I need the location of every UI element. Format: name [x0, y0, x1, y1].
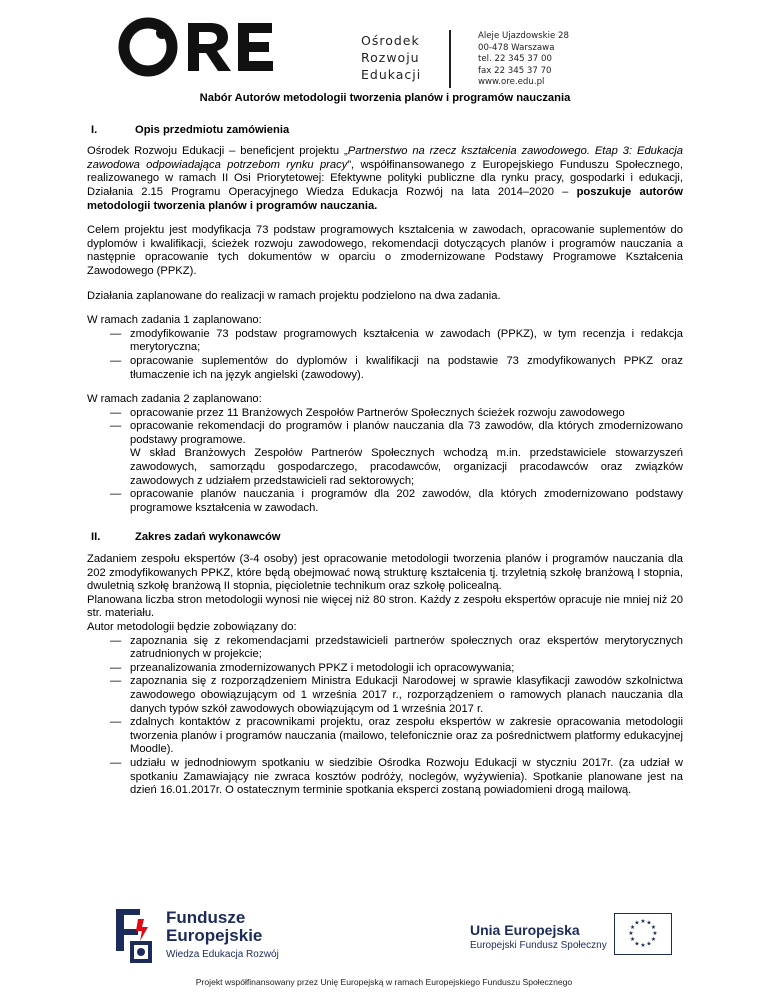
- svg-text:★: ★: [629, 936, 636, 943]
- section-1-paragraph-3: Działania zaplanowane do realizacji w ramach projektu podzielono na dwa zadania.: [87, 289, 501, 302]
- task-2-list: [87, 407, 683, 516]
- ore-logo: [118, 16, 350, 78]
- section-2-paragraph-3: Autor metodologii będzie zobowiązany do:: [87, 621, 297, 633]
- org-line-1: Ośrodek: [361, 33, 420, 48]
- eu-subtitle: Europejski Fundusz Społeczny: [470, 940, 607, 951]
- section-2-number: II.: [91, 531, 101, 544]
- section-2-paragraph-1: Zadaniem zespołu ekspertów (3-4 osoby) jest opracowanie metodologii tworzenia planów i programów nauczania dla 202 zmodyfikowanych PPKZ, które będą obejmować nową strukturę kształcenia tj. trzyletnią szkołę branżową I stopnia, dwuletnią szkołę branżową II stopnia, pięcioletnie technikum oraz szkołę policealną.: [87, 553, 683, 593]
- svg-text:★: ★: [646, 919, 652, 927]
- section-1-heading: [87, 124, 683, 138]
- address-www[interactable]: www.ore.edu.pl: [478, 77, 545, 88]
- svg-text:★: ★: [634, 919, 640, 927]
- fe-name-line-1: Fundusze: [166, 908, 246, 927]
- footer: [0, 907, 768, 994]
- fe-program-name: Wiedza Edukacja Rozwój: [166, 949, 279, 960]
- section-2-paragraph-2: Planowana liczba stron metodologii wynosi nie więcej niż 80 stron. Każdy z zespołu ekspertów opracuje nie mniej niż 20 str. materiału.: [87, 593, 683, 620]
- svg-text:★: ★: [640, 918, 646, 925]
- address-block: [478, 31, 569, 89]
- p1-text-b: ”, współfinansowanego z Europejskiego Funduszu Społecznego, realizowanego w ramach II Osi Priorytetowej: Efektywne polityki publiczne dla rynku pracy, gospodarki i edukacji, Działania 2.15 Programu Operacyjnego Wiedza Edukacja Rozwój na lata 2014–2020 –: [87, 158, 683, 198]
- header-divider: [449, 30, 451, 88]
- address-street: Aleje Ujazdowskie 28: [478, 31, 569, 41]
- list-item: — opracowanie przez 11 Branżowych Zespołów Partnerów Społecznych ścieżek rozwoju zawodowego: [87, 407, 683, 421]
- task-2-intro: W ramach zadania 2 zaplanowano:: [87, 393, 262, 406]
- fundusze-europejskie-logo: [112, 907, 160, 965]
- svg-text:★: ★: [650, 924, 657, 931]
- list-item: [87, 420, 683, 488]
- svg-text:★: ★: [629, 924, 636, 931]
- project-name: Partnerstwo na rzecz kształcenia zawodowego. Etap 3: Edukacja zawodowa odpowiadająca potrzebom rynku pracy: [87, 145, 684, 171]
- letterhead: [118, 16, 598, 88]
- task-1-list: [87, 328, 683, 382]
- svg-text:★: ★: [634, 940, 640, 948]
- fe-name-line-2: Europejskie: [166, 926, 263, 945]
- list-item: — przeanalizowania zmodernizowanych PPKZ i metodologii ich opracowywania;: [87, 662, 683, 676]
- section-1-paragraph-2: Celem projektu jest modyfikacja 73 podstaw programowych kształcenia w zawodach, opracowanie suplementów do dyplomów i kwalifikacji, ścieżek rozwoju zawodowego, rekomendacji dotyczących planów i programów nauczania a następnie opracowanie tych dokumentów w oparciu o zmodernizowane Podstawy Programowe Kształcenia Zawodowego (PPKZ).: [87, 224, 683, 277]
- address-tel: tel. 22 345 37 00: [478, 54, 552, 65]
- section-1-number: I.: [91, 123, 98, 136]
- cofinancing-note: Projekt współfinansowany przez Unię Europejską w ramach Europejskiego Funduszu Społecznego: [195, 977, 573, 987]
- section-1-title: Opis przedmiotu zamówienia: [135, 123, 290, 136]
- document-body: [87, 92, 683, 798]
- author-duties-list: [87, 635, 683, 798]
- address-city: 00-478 Warszawa: [478, 42, 555, 53]
- org-line-3: Edukacji: [361, 67, 422, 82]
- task-1-intro: W ramach zadania 1 zaplanowano:: [87, 314, 262, 327]
- section-2-heading: [87, 531, 683, 545]
- list-item: — zapoznania się z rozporządzeniem Ministra Edukacji Narodowej w sprawie klasyfikacji zawodów szkolnictwa zawodowego obowiązującym od 1 września 2017 r., rozporządzeniem o ramowych planach nauczania dla danych typów szkół zawodowych obowiązującym od 1 września 2017 r.: [87, 675, 683, 716]
- p1-text-bold: poszukuje autorów metodologii tworzenia planów i programów nauczania.: [87, 185, 683, 212]
- list-item: — zapoznania się z rekomendacjami przedstawicieli partnerów społecznych oraz ekspertów merytorycznych zatrudnionych w projekcie;: [87, 635, 683, 662]
- address-fax: fax 22 345 37 70: [478, 65, 552, 76]
- svg-text:★: ★: [640, 942, 646, 949]
- svg-text:★: ★: [628, 930, 634, 937]
- section-1-paragraph-1: [87, 145, 683, 213]
- list-item: — opracowanie planów nauczania i programów dla 202 zawodów, dla których zmodernizowano podstawy programowe kształcenia w zawodach.: [87, 488, 683, 515]
- svg-text:★: ★: [646, 940, 652, 948]
- org-name: [361, 32, 421, 83]
- list-item: — zmodyfikowanie 73 podstaw programowych kształcenia w zawodach (PPKZ), w tym recenzja i redakcja merytoryczna;: [87, 328, 683, 355]
- eu-title: Unia Europejska: [470, 922, 580, 938]
- document-title: Nabór Autorów metodologii tworzenia planów i programów nauczania: [199, 92, 571, 104]
- list-item-extra: W skład Branżowych Zespołów Partnerów Społecznych wchodzą m.in. przedstawiciele stowarzyszeń zawodowych, samorządu gospodarczego, pracodawców, organizacji pracodawców oraz związków zawodowych z udziałem przedstawicieli rad sektorowych;: [130, 447, 683, 487]
- org-line-2: Rozwoju: [361, 50, 420, 65]
- section-2-title: Zakres zadań wykonawców: [135, 531, 281, 544]
- p1-text-a: Ośrodek Rozwoju Edukacji – beneficjent projektu „: [87, 145, 348, 158]
- svg-text:★: ★: [652, 930, 658, 937]
- list-item: — udziału w jednodniowym spotkaniu w siedzibie Ośrodka Rozwoju Edukacji w styczniu 2017r. (za udział w spotkaniu Zamawiający nie zwraca kosztów podróży, noclegów, wyżywienia). Spotkanie planowane jest na dzień 16.01.2017r. O ostatecznym terminie spotkania eksperci zostaną powiadomieni drogą mailową.: [87, 757, 683, 798]
- list-item-text: opracowanie rekomendacji do programów i planów nauczania dla 73 zawodów, dla których zmodernizowano podstawy programowe.: [130, 420, 683, 446]
- svg-text:★: ★: [650, 936, 657, 943]
- list-item: — zdalnych kontaktów z pracownikami projektu, oraz zespołu ekspertów w zakresie opracowania metodologii tworzenia planów i programów nauczania (mailowo, telefonicznie oraz za pośrednictwem platformy edukacyjnej Moodle).: [87, 716, 683, 757]
- list-item: — opracowanie suplementów do dyplomów i kwalifikacji na podstawie 73 zmodyfikowanych PPKZ oraz tłumaczenie ich na język angielski (zawodowy).: [87, 355, 683, 382]
- eu-flag-icon: [614, 913, 672, 955]
